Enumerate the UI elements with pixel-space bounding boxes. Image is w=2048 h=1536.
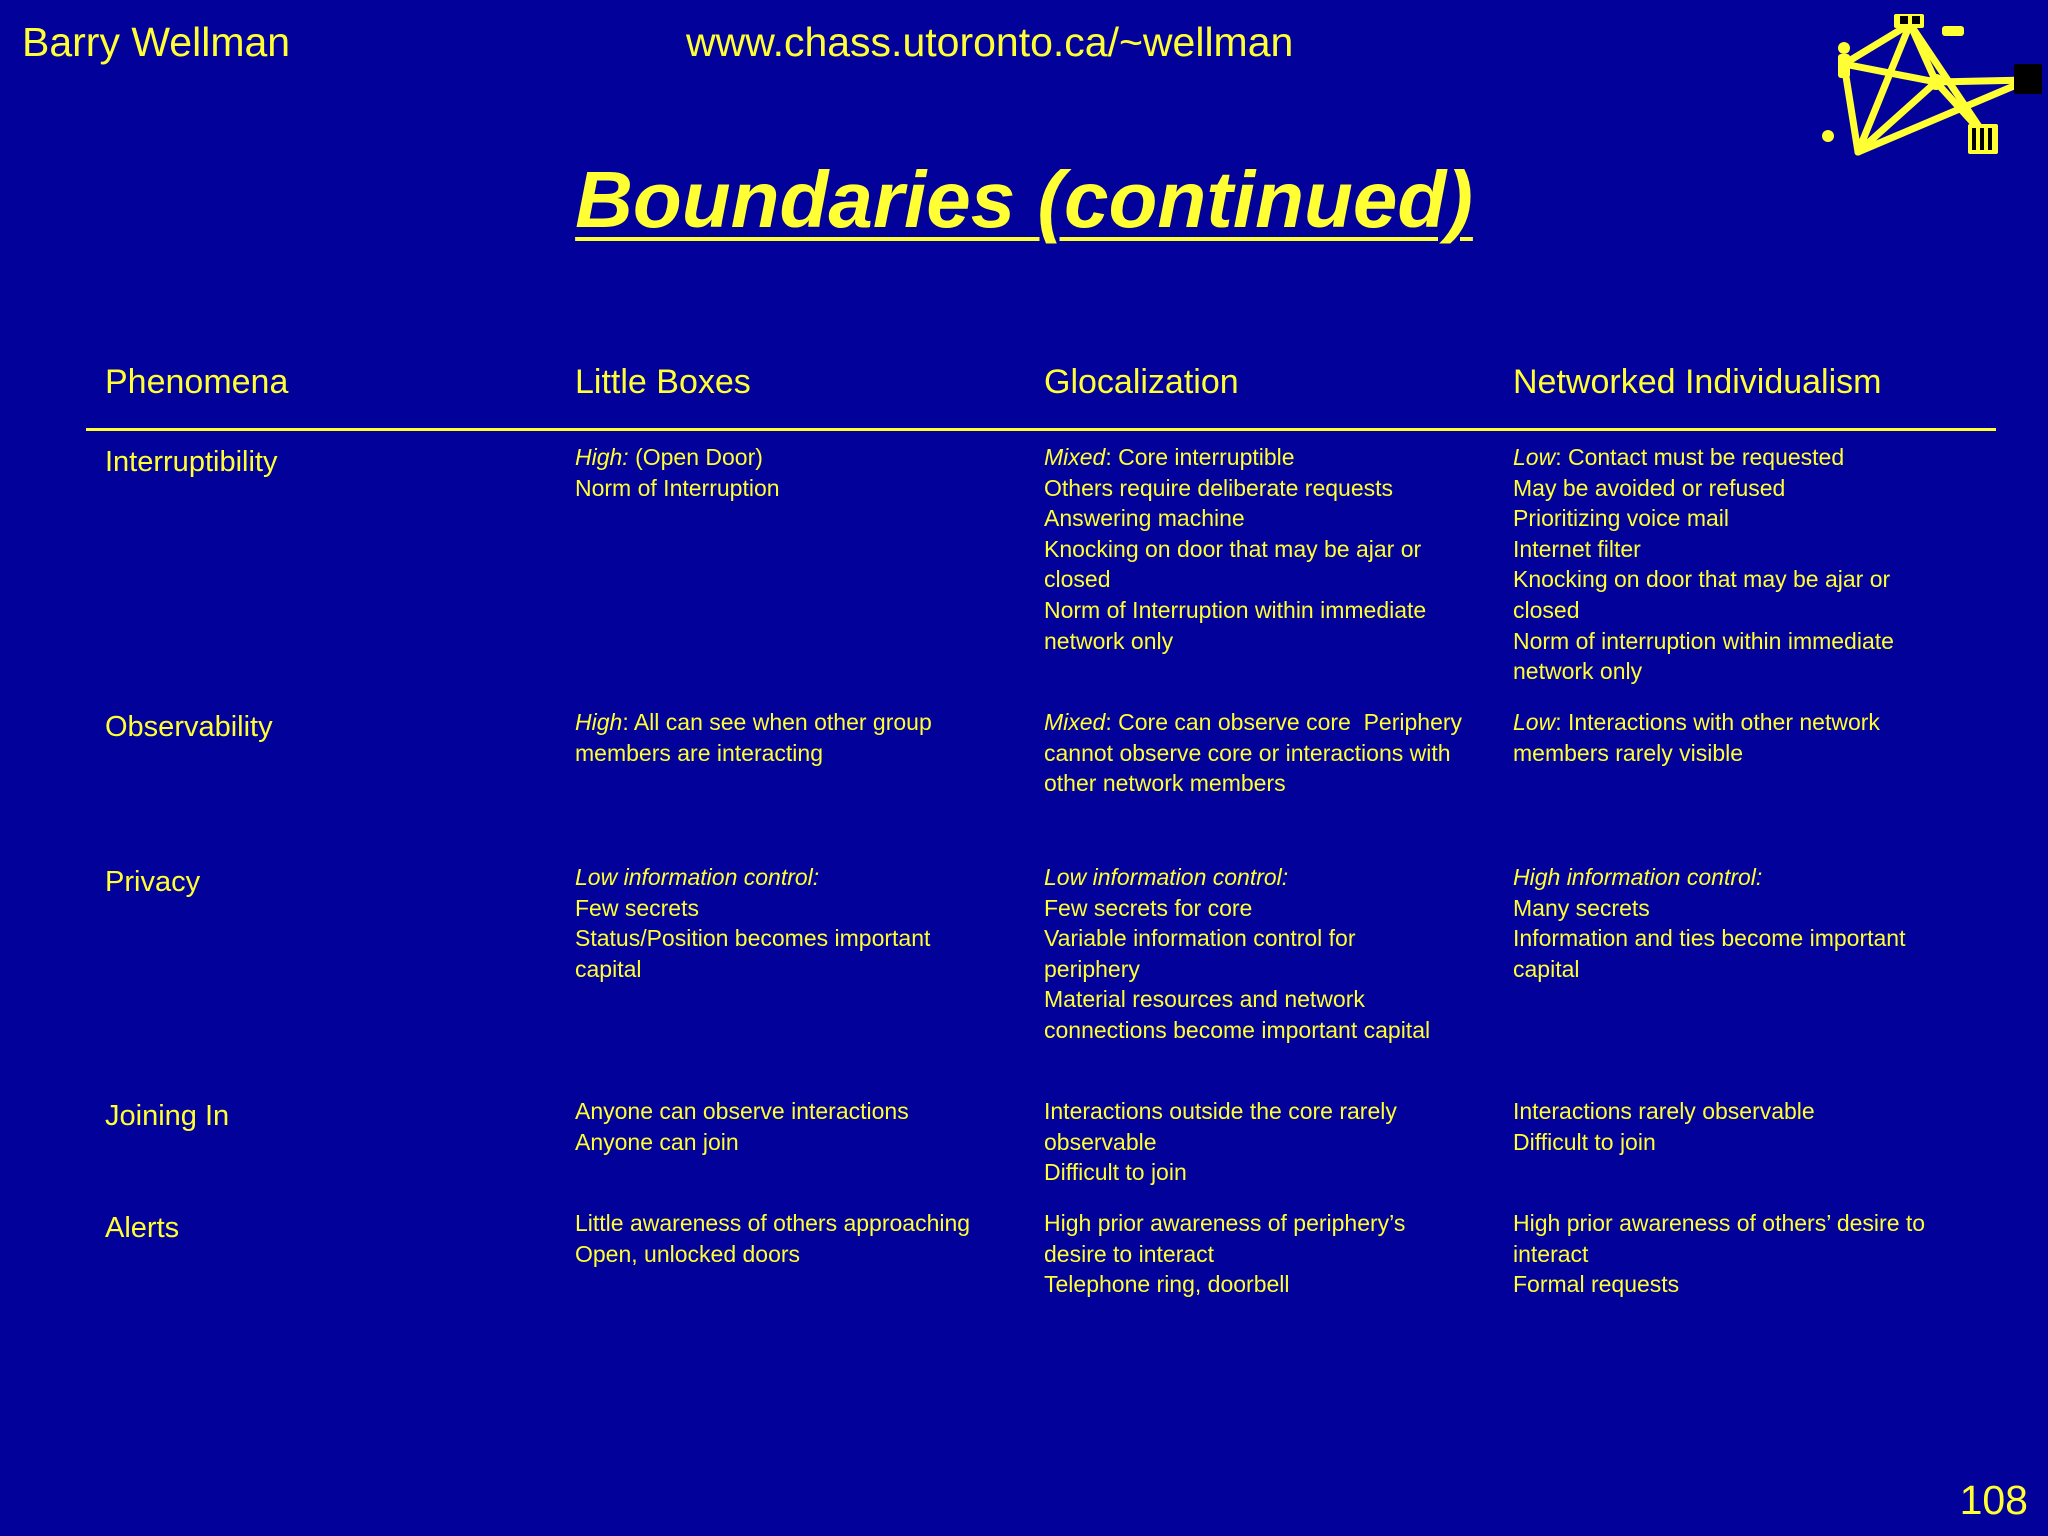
cell-text: Telephone ring, doorbell	[1044, 1271, 1290, 1298]
cell-line	[1044, 626, 1494, 657]
cell-text: Knocking on door that may be ajar or	[1044, 535, 1422, 562]
cell-line	[575, 473, 1025, 504]
cell-text: Norm of Interruption within immediate	[1044, 596, 1427, 623]
cell-text: Open, unlocked doors	[575, 1240, 801, 1267]
column-header-glocalization: Glocalization	[1044, 363, 1239, 401]
cell-text: observable	[1044, 1128, 1157, 1155]
cell-text: Formal requests	[1513, 1271, 1680, 1298]
cell-line	[1044, 1127, 1494, 1158]
column-header-little-boxes: Little Boxes	[575, 363, 751, 401]
cell-line	[575, 1208, 1025, 1239]
cell-line	[575, 707, 1025, 738]
cell-line	[1513, 1127, 1963, 1158]
cell-text: interact	[1513, 1240, 1589, 1267]
cell-line	[1044, 707, 1494, 738]
column-header-phenomena: Phenomena	[105, 363, 289, 401]
cell-little-boxes	[575, 442, 1025, 503]
cell-text: Many secrets	[1513, 894, 1650, 921]
row-label: Interruptibility	[105, 446, 278, 478]
cell-text: capital	[575, 955, 642, 982]
cell-line	[1044, 1015, 1494, 1046]
header-divider	[86, 428, 1996, 431]
cell-emphasis: High	[575, 709, 623, 735]
cell-text: : Core interruptible	[1105, 444, 1295, 470]
cell-text: Variable information control for	[1044, 925, 1356, 952]
cell-line	[1044, 738, 1494, 769]
cell-text: Anyone can join	[575, 1128, 739, 1155]
cell-text: Others require deliberate requests	[1044, 474, 1394, 501]
network-people-icon	[1816, 12, 2048, 172]
cell-little-boxes	[575, 1208, 1025, 1269]
cell-line	[1044, 595, 1494, 626]
cell-line	[575, 1096, 1025, 1127]
cell-text: Knocking on door that may be ajar or	[1513, 566, 1891, 593]
cell-networked-individualism	[1513, 1096, 1963, 1157]
cell-text: Few secrets	[575, 894, 699, 921]
cell-networked-individualism	[1513, 707, 1963, 768]
cell-text: Material resources and network	[1044, 986, 1365, 1013]
cell-text: : Contact must be requested	[1555, 444, 1845, 470]
cell-networked-individualism	[1513, 442, 1963, 687]
cell-emphasis: High:	[575, 444, 629, 470]
cell-text: Information and ties become important	[1513, 925, 1906, 952]
row-label: Alerts	[105, 1212, 180, 1244]
cell-text: Few secrets for core	[1044, 894, 1253, 921]
cell-glocalization	[1044, 1208, 1494, 1300]
cell-text: closed	[1513, 596, 1580, 623]
cell-text: Anyone can observe interactions	[575, 1098, 909, 1124]
cell-line	[1044, 503, 1494, 534]
row-label: Joining In	[105, 1100, 230, 1132]
cell-emphasis: Low	[1513, 444, 1556, 470]
cell-text: desire to interact	[1044, 1240, 1215, 1267]
cell-text: periphery	[1044, 955, 1140, 982]
cell-little-boxes	[575, 1096, 1025, 1157]
cell-text: May be avoided or refused	[1513, 474, 1786, 501]
cell-line	[575, 923, 1025, 954]
cell-text: Little awareness of others approaching	[575, 1210, 971, 1236]
cell-text: network only	[1513, 658, 1643, 685]
cell-little-boxes	[575, 862, 1025, 984]
cell-line	[1513, 893, 1963, 924]
cell-line	[1044, 893, 1494, 924]
cell-text: members are interacting	[575, 739, 823, 766]
cell-line	[1044, 862, 1494, 893]
cell-text: closed	[1044, 566, 1111, 593]
slide-title: Boundaries (continued)	[575, 155, 1473, 244]
row-label: Privacy	[105, 866, 201, 898]
cell-line	[1044, 1239, 1494, 1270]
cell-line	[1513, 707, 1963, 738]
cell-line	[1044, 984, 1494, 1015]
cell-line	[1513, 564, 1963, 595]
cell-text: (Open Door)	[628, 444, 763, 470]
author-url: www.chass.utoronto.ca/~wellman	[686, 19, 1294, 65]
cell-text: : Interactions with other network	[1555, 709, 1880, 735]
cell-line	[1513, 738, 1963, 769]
cell-text: connections become important capital	[1044, 1016, 1431, 1043]
cell-line	[1513, 626, 1963, 657]
cell-emphasis: Low information control:	[1044, 864, 1289, 890]
cell-glocalization	[1044, 442, 1494, 656]
cell-text: High prior awareness of others’ desire to	[1513, 1210, 1926, 1236]
cell-text: Status/Position becomes important	[575, 925, 931, 952]
cell-text: : All can see when other group	[622, 709, 932, 735]
cell-line	[1044, 954, 1494, 985]
cell-networked-individualism	[1513, 862, 1963, 984]
page-number: 108	[1959, 1477, 2028, 1523]
cell-text: Prioritizing voice mail	[1513, 505, 1730, 532]
cell-line	[1513, 862, 1963, 893]
cell-emphasis: High information control:	[1513, 864, 1763, 890]
cell-line	[1513, 1208, 1963, 1239]
cell-line	[1513, 473, 1963, 504]
cell-line	[1513, 1269, 1963, 1300]
cell-line	[1044, 1269, 1494, 1300]
cell-line	[1513, 1239, 1963, 1270]
row-label: Observability	[105, 711, 273, 743]
cell-line	[1044, 923, 1494, 954]
cell-line	[575, 862, 1025, 893]
cell-emphasis: Mixed	[1044, 709, 1106, 735]
cell-emphasis: Mixed	[1044, 444, 1106, 470]
cell-emphasis: Low information control:	[575, 864, 820, 890]
cell-text: : Core can observe core Periphery	[1105, 709, 1463, 735]
author-name: Barry Wellman	[22, 19, 291, 65]
cell-text: High prior awareness of periphery’s	[1044, 1210, 1406, 1236]
cell-line	[575, 442, 1025, 473]
cell-text: Difficult to join	[1513, 1128, 1656, 1155]
cell-line	[1513, 534, 1963, 565]
cell-text: Interactions outside the core rarely	[1044, 1098, 1397, 1124]
cell-line	[575, 893, 1025, 924]
cell-line	[575, 738, 1025, 769]
cell-line	[1044, 1157, 1494, 1188]
cell-emphasis: Low	[1513, 709, 1556, 735]
cell-line	[1044, 1096, 1494, 1127]
cell-text: capital	[1513, 955, 1580, 982]
cell-line	[1513, 503, 1963, 534]
cell-text: Norm of interruption within immediate	[1513, 627, 1894, 654]
cell-line	[1044, 473, 1494, 504]
cell-text: other network members	[1044, 770, 1286, 797]
cell-line	[1513, 1096, 1963, 1127]
cell-line	[1044, 564, 1494, 595]
cell-line	[575, 1127, 1025, 1158]
cell-line	[1513, 442, 1963, 473]
cell-line	[1044, 534, 1494, 565]
cell-text: Norm of Interruption	[575, 474, 780, 501]
cell-text: Internet filter	[1513, 535, 1641, 562]
cell-line	[1513, 954, 1963, 985]
cell-line	[1044, 1208, 1494, 1239]
cell-glocalization	[1044, 707, 1494, 799]
cell-text: Interactions rarely observable	[1513, 1098, 1815, 1124]
cell-text: cannot observe core or interactions with	[1044, 739, 1451, 766]
cell-line	[575, 1239, 1025, 1270]
cell-text: network only	[1044, 627, 1174, 654]
cell-line	[1044, 768, 1494, 799]
cell-glocalization	[1044, 862, 1494, 1046]
cell-little-boxes	[575, 707, 1025, 768]
cell-text: Answering machine	[1044, 505, 1245, 532]
cell-line	[1513, 656, 1963, 687]
cell-line	[1044, 442, 1494, 473]
cell-networked-individualism	[1513, 1208, 1963, 1300]
cell-line	[1513, 923, 1963, 954]
cell-text: members rarely visible	[1513, 739, 1744, 766]
cell-line	[575, 954, 1025, 985]
cell-glocalization	[1044, 1096, 1494, 1188]
column-header-networked-individualism: Networked Individualism	[1513, 363, 1882, 401]
cell-text: Difficult to join	[1044, 1159, 1187, 1186]
cell-line	[1513, 595, 1963, 626]
